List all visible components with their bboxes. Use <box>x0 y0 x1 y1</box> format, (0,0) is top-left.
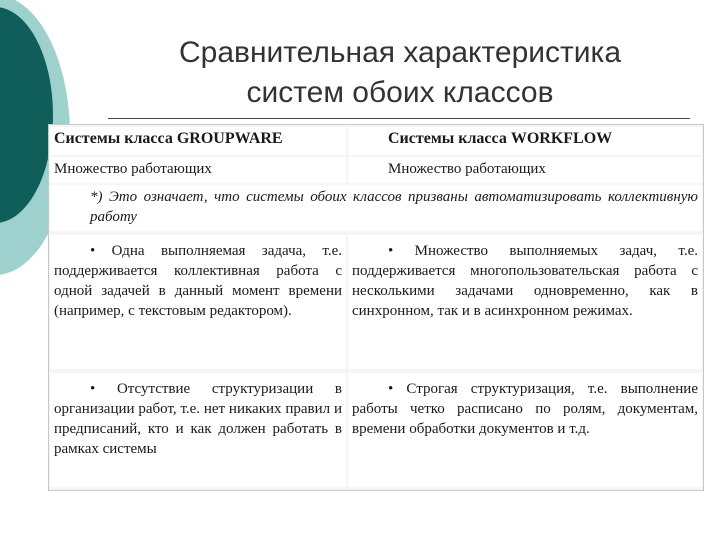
header-groupware: Системы класса GROUPWARE <box>50 127 346 155</box>
row2-groupware: • Одна выполняемая задача, т.е. поддерживается коллективная работа с одной задачей в данный момент времени (например, с текстовым редактором). <box>50 235 346 369</box>
header-workflow: Системы класса WORKFLOW <box>348 127 702 155</box>
row1-groupware: Множество работающих <box>50 157 346 183</box>
title-divider <box>108 118 690 119</box>
row1-workflow: Множество работающих <box>348 157 702 183</box>
row3-groupware: • Отсутствие структуризации в организации работ, т.е. нет никаких правил и предписаний, кто и как должен работать в рамках системы <box>50 373 346 487</box>
comparison-table <box>48 124 704 491</box>
title-line-2: систем обоих классов <box>246 76 554 109</box>
row3-workflow: • Строгая структуризация, т.е. выполнение работы четко расписано по ролям, документам, времени обработки документов и т.д. <box>348 373 702 487</box>
page-title <box>110 33 690 113</box>
note-row: *) Это означает, что системы обоих классов призваны автоматизировать коллективную работу <box>50 185 702 231</box>
title-line-1: Сравнительная характеристика <box>178 36 622 69</box>
row2-workflow: • Множество выполняемых задач, т.е. поддерживается многопользовательская работа с несколькими задачами одновременно, как в синхронном, так и в асинхронном режимах. <box>348 235 702 369</box>
